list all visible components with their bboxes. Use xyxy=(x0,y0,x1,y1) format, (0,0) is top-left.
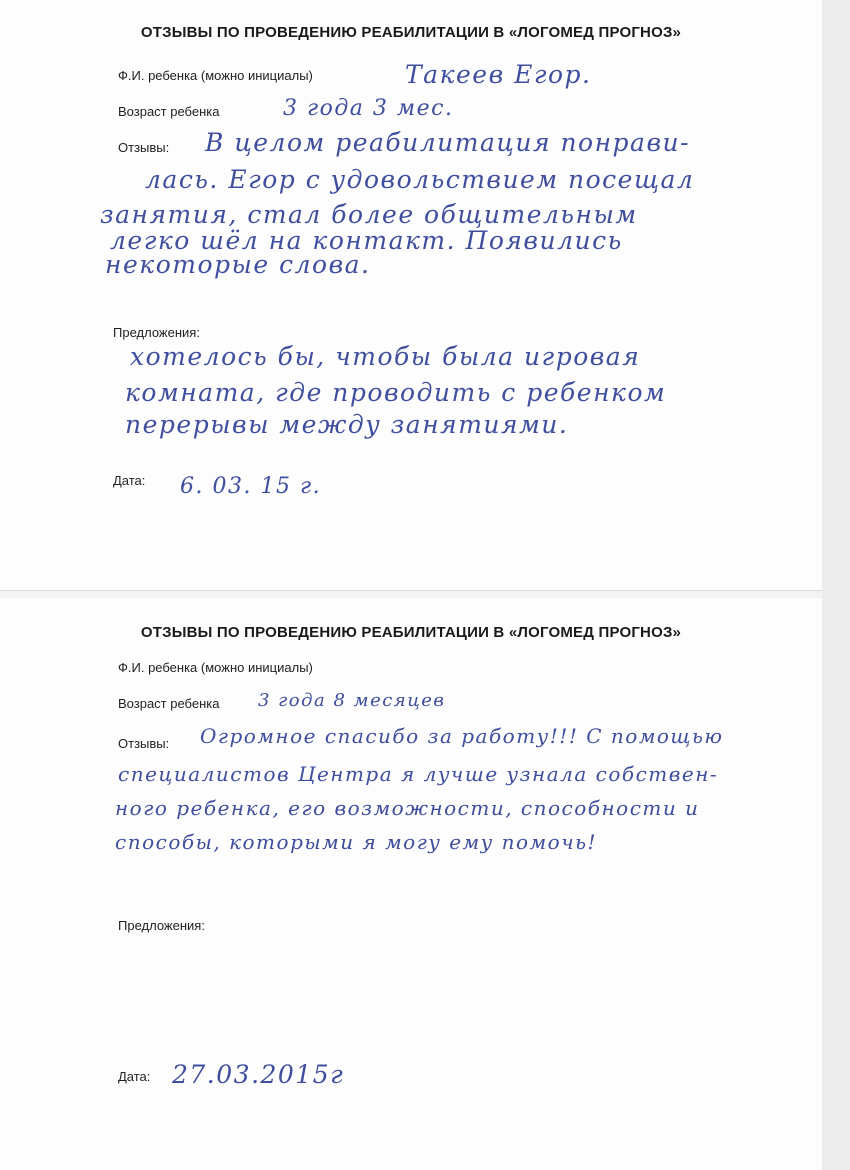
form-title: ОТЗЫВЫ ПО ПРОВЕДЕНИЮ РЕАБИЛИТАЦИИ В «ЛОГОМЕД ПРОГНОЗ» xyxy=(140,624,682,641)
child-age-label: Возраст ребенка xyxy=(118,104,220,119)
suggestion-line: перерывы между занятиями. xyxy=(125,410,569,439)
review-line: ного ребенка, его возможности, способности и xyxy=(115,796,700,820)
date-value: 6. 03. 15 г. xyxy=(180,474,322,499)
child-name-label: Ф.И. ребенка (можно инициалы) xyxy=(118,68,313,83)
date-value: 27.03.2015г xyxy=(172,1060,345,1089)
date-label: Дата: xyxy=(118,1069,151,1084)
review-form-1 xyxy=(0,0,822,590)
form-title: ОТЗЫВЫ ПО ПРОВЕДЕНИЮ РЕАБИЛИТАЦИИ В «ЛОГОМЕД ПРОГНОЗ» xyxy=(140,24,682,41)
suggestion-line: хотелось бы, чтобы была игровая xyxy=(130,342,641,371)
page-edge xyxy=(822,0,850,1170)
review-line: лась. Егор с удовольствием посещал xyxy=(145,165,695,194)
date-label: Дата: xyxy=(113,473,146,488)
suggestions-label: Предложения: xyxy=(113,325,200,340)
review-line: занятия, стал более общительным xyxy=(100,200,638,229)
child-name-value: Такеев Егор. xyxy=(405,60,592,89)
child-age-label: Возраст ребенка xyxy=(118,696,220,711)
review-line: В целом реабилитация понрави- xyxy=(205,128,691,157)
suggestion-line: комната, где проводить с ребенком xyxy=(125,378,667,407)
review-line: Огромное спасибо за работу!!! С помощью xyxy=(200,724,724,748)
child-name-label: Ф.И. ребенка (можно инициалы) xyxy=(118,660,313,675)
child-age-value: 3 года 8 месяцев xyxy=(258,690,446,711)
suggestions-label: Предложения: xyxy=(118,918,205,933)
reviews-label: Отзывы: xyxy=(118,736,170,751)
review-line: легко шёл на контакт. Появились xyxy=(110,226,623,255)
review-line: способы, которыми я могу ему помочь! xyxy=(115,830,598,854)
review-form-2 xyxy=(0,598,822,1170)
child-age-value: 3 года 3 мес. xyxy=(283,96,454,121)
reviews-label: Отзывы: xyxy=(118,140,170,155)
review-line: некоторые слова. xyxy=(105,250,371,279)
review-line: специалистов Центра я лучше узнала собствен- xyxy=(118,762,719,786)
